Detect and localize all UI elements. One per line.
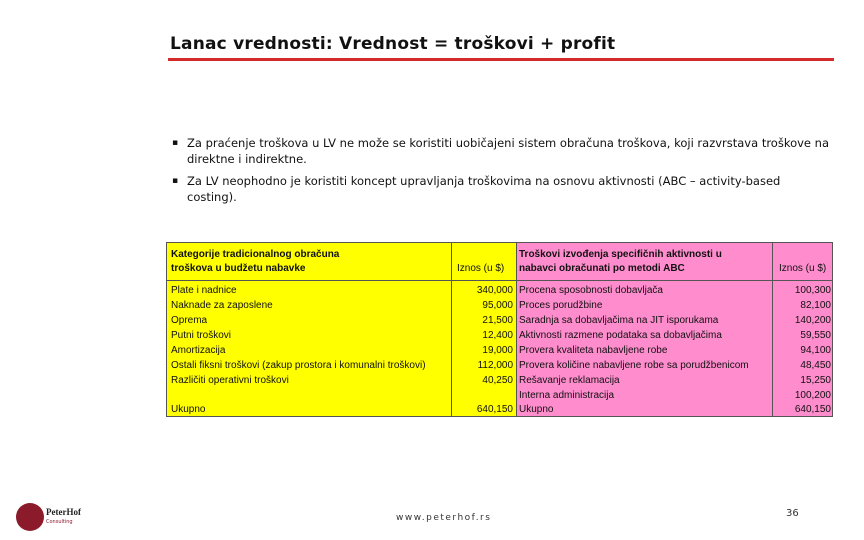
header-divider [167, 280, 832, 281]
left-header-line-1: Kategorije tradicionalnog obračuna [171, 249, 340, 260]
bullet-text: Za LV neophodno je koristiti koncept upravljanja troškovima na osnovu aktivnosti (ABC – activity-based costing). [187, 174, 781, 204]
left-row-amount: 19,000 [482, 345, 513, 356]
left-total-label: Ukupno [171, 404, 206, 415]
cost-comparison-table [166, 242, 833, 417]
left-row-label: Ostali fiksni troškovi (zakup prostora i komunalni troškovi) [171, 360, 426, 371]
left-row-label: Naknade za zaposlene [171, 300, 273, 311]
right-row-amount: 59,550 [800, 330, 831, 341]
right-row-label: Provera količine nabavljene robe sa porudžbenicom [519, 360, 749, 371]
left-amount-header: Iznos (u $) [457, 263, 505, 274]
bullet-icon: ▪ [172, 176, 179, 186]
column-divider [772, 243, 773, 416]
right-total-amount: 640,150 [794, 404, 831, 415]
bullet-item [172, 173, 832, 205]
title-underline [168, 58, 834, 61]
bullet-item [172, 135, 832, 167]
right-row-amount: 15,250 [800, 375, 831, 386]
right-header-line-1: Troškovi izvođenja specifičnih aktivnosti u [519, 249, 722, 260]
right-row-label: Rešavanje reklamacija [519, 375, 620, 386]
right-header-line-2: nabavci obračunati po metodi ABC [519, 263, 685, 274]
right-amount-header: Iznos (u $) [779, 263, 827, 274]
logo-subtitle: Consulting [46, 519, 73, 525]
left-row-label: Različiti operativni troškovi [171, 375, 289, 386]
company-logo [16, 503, 96, 533]
column-divider [451, 243, 452, 416]
right-row-label: Interna administracija [519, 390, 615, 401]
right-total-label: Ukupno [519, 404, 554, 415]
right-row-label: Aktivnosti razmene podataka sa dobavljačima [519, 330, 722, 341]
left-header-line-2: troškova u budžetu nabavke [171, 263, 306, 274]
column-divider [516, 243, 517, 416]
right-row-amount: 140,200 [794, 315, 831, 326]
left-total-amount: 640,150 [476, 404, 513, 415]
right-row-amount: 94,100 [800, 345, 831, 356]
left-row-amount: 21,500 [482, 315, 513, 326]
left-row-label: Plate i nadnice [171, 285, 237, 296]
right-row-label: Proces porudžbine [519, 300, 603, 311]
left-row-amount: 40,250 [482, 375, 513, 386]
left-row-amount: 12,400 [482, 330, 513, 341]
right-row-amount: 82,100 [800, 300, 831, 311]
logo-mark-icon [16, 503, 44, 531]
slide-title: Lanac vrednosti: Vrednost = troškovi + profit [170, 34, 616, 54]
left-row-label: Putni troškovi [171, 330, 232, 341]
right-row-label: Procena sposobnosti dobavljača [519, 285, 663, 296]
left-row-amount: 95,000 [482, 300, 513, 311]
left-row-amount: 340,000 [476, 285, 513, 296]
right-row-label: Saradnja sa dobavljačima na JIT isporukama [519, 315, 719, 326]
bullet-list [172, 135, 832, 211]
bullet-text: Za praćenje troškova u LV ne može se koristiti uobičajeni sistem obračuna troškova, koji razvrstava troškove na direktne i indirektne. [187, 136, 829, 166]
right-row-label: Provera kvaliteta nabavljene robe [519, 345, 668, 356]
footer-url: www.peterhof.rs [396, 513, 492, 523]
left-row-label: Oprema [171, 315, 208, 326]
bullet-icon: ▪ [172, 138, 179, 148]
page-number: 36 [786, 508, 799, 519]
left-row-label: Amortizacija [171, 345, 226, 356]
left-row-amount: 112,000 [477, 360, 513, 371]
right-row-amount: 100,200 [794, 390, 831, 401]
right-row-amount: 48,450 [800, 360, 831, 371]
logo-name: PeterHof [46, 507, 81, 517]
right-row-amount: 100,300 [794, 285, 831, 296]
